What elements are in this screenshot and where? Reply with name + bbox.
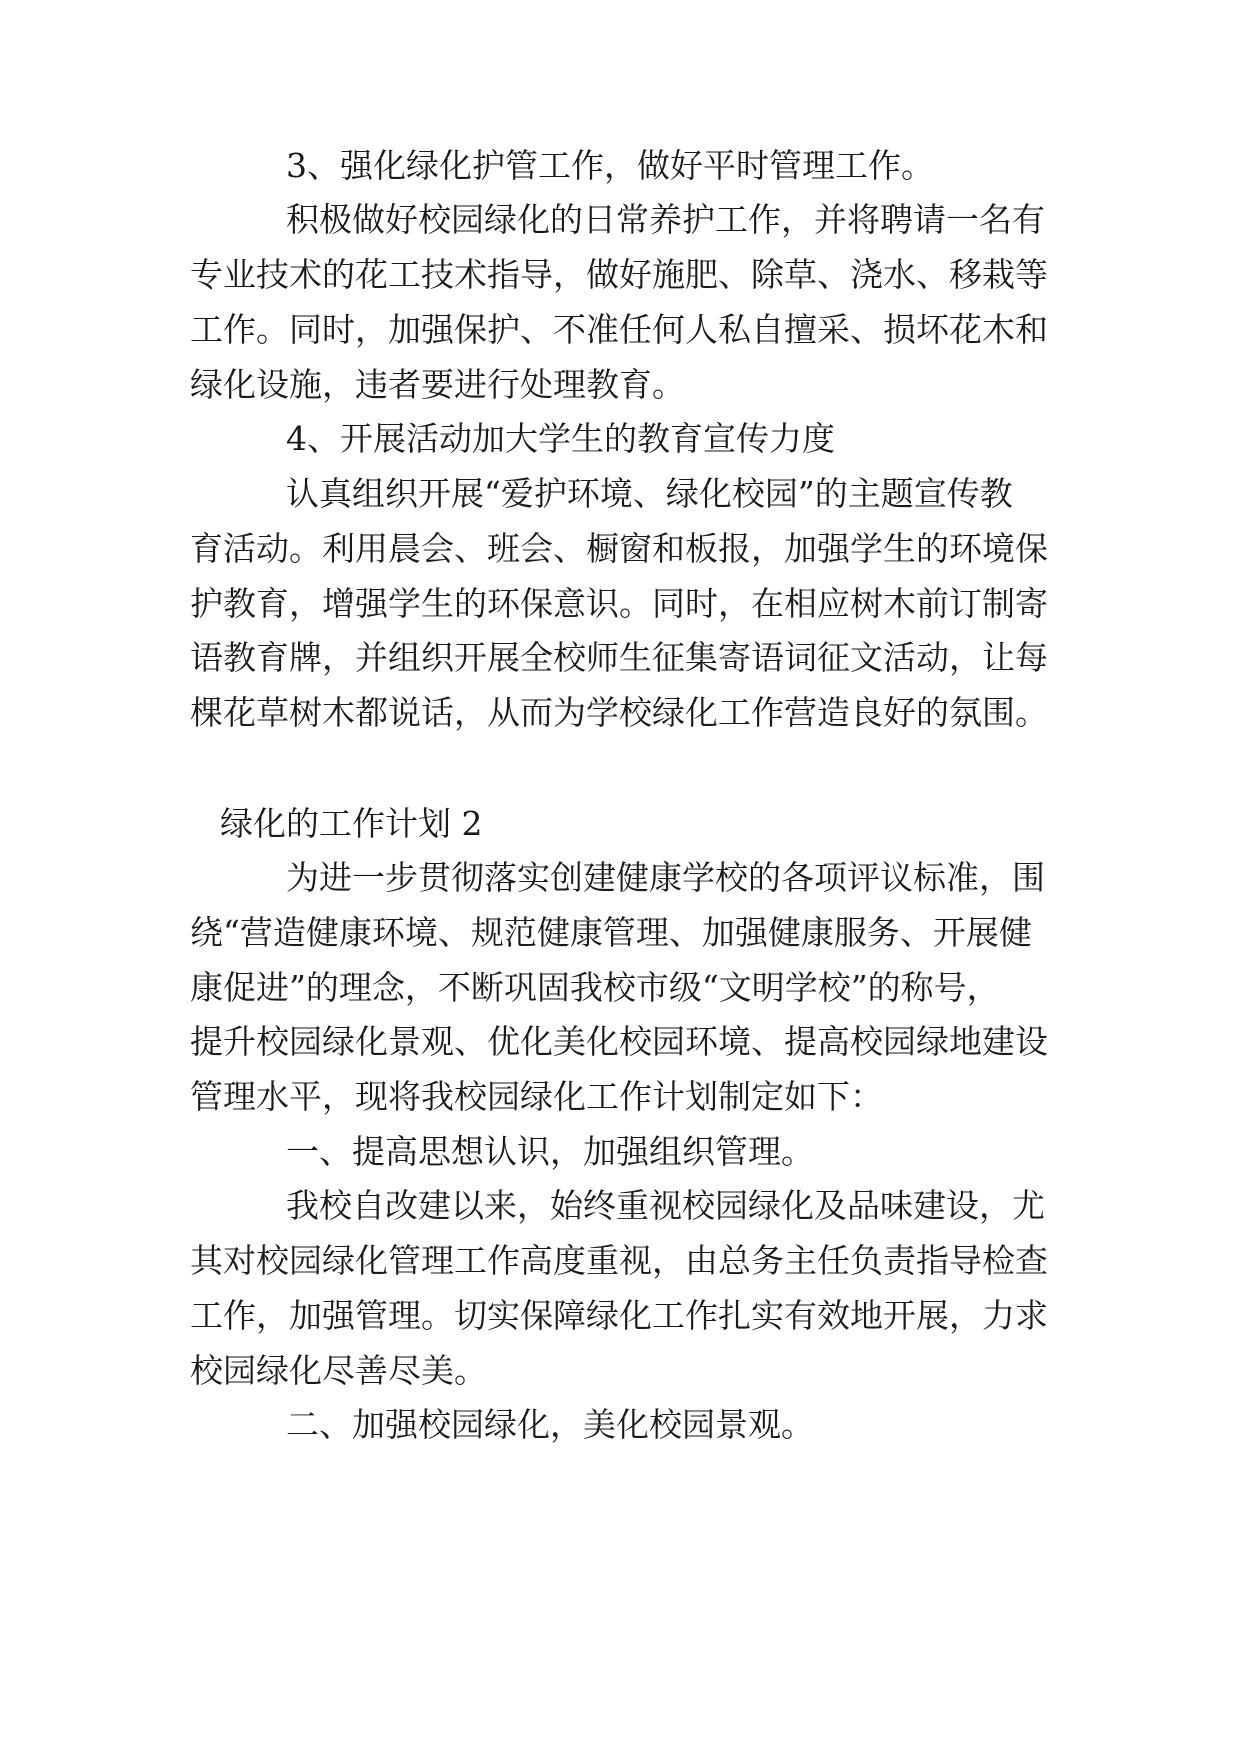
item4-body-line: 护教育，增强学生的环保意识。同时，在相应树木前订制寄 — [190, 584, 1048, 623]
item3-body-line: 绿化设施，违者要进行处理教育。 — [190, 365, 685, 404]
intro-line: 管理水平，现将我校园绿化工作计划制定如下： — [190, 1077, 883, 1116]
item4-heading: 4、开展活动加大学生的教育宣传力度 — [286, 419, 835, 458]
intro-line: 为进一步贯彻落实创建健康学校的各项评议标准，围 — [286, 858, 1045, 897]
point1-body-line: 校园绿化尽善尽美。 — [190, 1351, 487, 1390]
point1-heading: 一、提高思想认识，加强组织管理。 — [286, 1132, 814, 1171]
point1-body-line: 我校自改建以来，始终重视校园绿化及品味建设，尤 — [286, 1186, 1045, 1225]
point2-heading: 二、加强校园绿化，美化校园景观。 — [286, 1405, 814, 1444]
item3-heading: 3、强化绿化护管工作，做好平时管理工作。 — [286, 146, 934, 185]
item3-body-line: 工作。同时，加强保护、不准任何人私自擅采、损坏花木和 — [190, 310, 1048, 349]
item4-body-line: 认真组织开展“爱护环境、绿化校园”的主题宣传教 — [286, 474, 1013, 513]
item4-body-line: 棵花草树木都说话，从而为学校绿化工作营造良好的氛围。 — [190, 693, 1048, 732]
point1-body-line: 其对校园绿化管理工作高度重视，由总务主任负责指导检查 — [190, 1241, 1048, 1280]
item4-body-line: 语教育牌，并组织开展全校师生征集寄语词征文活动，让每 — [190, 638, 1048, 677]
intro-line: 绕“营造健康环境、规范健康管理、加强健康服务、开展健 — [190, 913, 1032, 952]
intro-line: 康促进”的理念，不断巩固我校市级“文明学校”的称号， — [190, 968, 1000, 1007]
intro-line: 提升校园绿化景观、优化美化校园环境、提高校园绿地建设 — [190, 1022, 1048, 1061]
section-title: 绿化的工作计划 2 — [220, 804, 483, 843]
item3-body-line: 积极做好校园绿化的日常养护工作，并将聘请一名有 — [286, 200, 1045, 239]
point1-body-line: 工作，加强管理。切实保障绿化工作扎实有效地开展，力求 — [190, 1296, 1048, 1335]
item4-body-line: 育活动。利用晨会、班会、橱窗和板报，加强学生的环境保 — [190, 529, 1048, 568]
item3-body-line: 专业技术的花工技术指导，做好施肥、除草、浇水、移栽等 — [190, 255, 1048, 294]
